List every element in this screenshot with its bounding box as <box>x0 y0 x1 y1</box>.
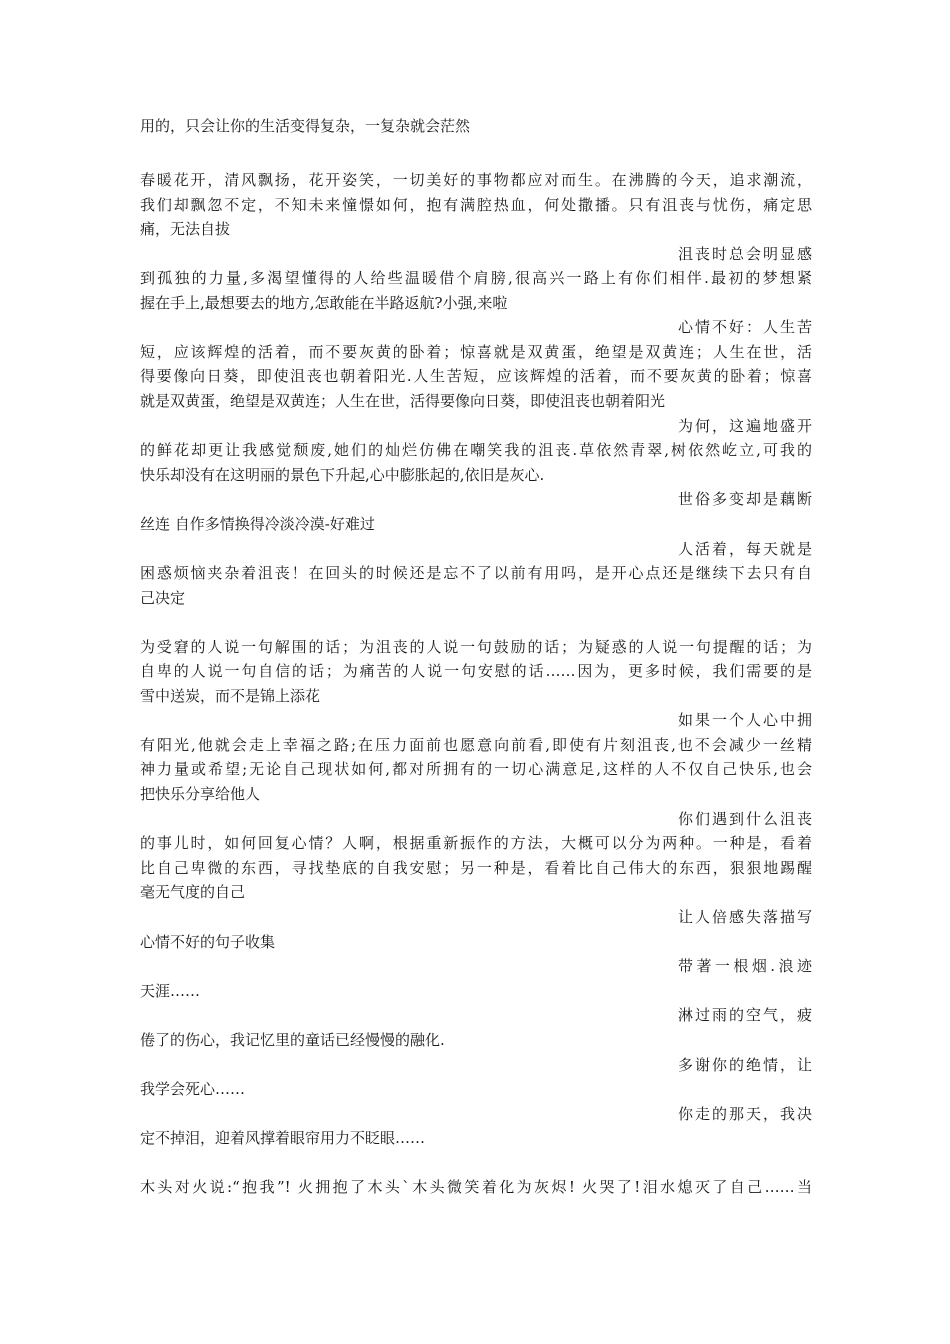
text-line: 倦了的伤心，我记忆里的童话已经慢慢的融化. <box>140 1031 445 1049</box>
text-line: 丝连 自作多情换得冷淡冷漠-好难过 <box>140 515 375 533</box>
text-line-right: 世俗多变却是藕断 <box>678 490 812 508</box>
text-line: 天涯…… <box>140 982 201 1000</box>
text-line-right: 你走的那天，我决 <box>678 1105 812 1123</box>
text-line: 神力量或希望;无论自己现状如何,都对所拥有的一切心满意足,这样的人不仅自己快乐,也会 <box>140 760 812 778</box>
text-line-right: 多谢你的绝情，让 <box>678 1056 812 1074</box>
text-line: 春暖花开，清风飘扬，花开姿笑，一切美好的事物都应对而生。在沸腾的今天，追求潮流， <box>140 171 812 189</box>
text-line: 短，应该辉煌的活着，而不要灰黄的卧着；惊喜就是双黄蛋，绝望是双黄连；人生在世，活 <box>140 343 812 361</box>
text-line: 的鲜花却更让我感觉颓废,她们的灿烂仿佛在嘲笑我的沮丧.草依然青翠,树依然屹立,可我的 <box>140 441 812 459</box>
text-line: 痛，无法自拔 <box>140 220 231 238</box>
text-line: 己决定 <box>140 589 186 607</box>
text-line: 困惑烦恼夹杂着沮丧！在回头的时候还是忘不了以前有用吗，是开心点还是继续下去只有自 <box>140 564 812 582</box>
text-line: 比自己卑微的东西，寻找垫底的自我安慰；另一种是，看着比自己伟大的东西，狠狠地踢醒 <box>140 859 812 877</box>
text-line-right: 人活着，每天就是 <box>678 540 812 558</box>
text-line: 定不掉泪，迎着风撑着眼帘用力不眨眼…… <box>140 1129 426 1147</box>
text-line: 心情不好的句子收集 <box>140 933 276 951</box>
text-line: 有阳光,他就会走上幸福之路;在压力面前也愿意向前看,即使有片刻沮丧,也不会减少一丝精 <box>140 736 812 754</box>
text-line: 为受窘的人说一句解围的话；为沮丧的人说一句鼓励的话；为疑惑的人说一句提醒的话；为 <box>140 638 812 656</box>
text-line: 就是双黄蛋，绝望是双黄连；人生在世，活得要像向日葵，即使沮丧也朝着阳光 <box>140 392 666 410</box>
text-line-right: 淋过雨的空气，疲 <box>678 1006 812 1024</box>
text-line-right: 你们遇到什么沮丧 <box>678 810 812 828</box>
text-line: 木头对火说:“抱我”! 火拥抱了木头`木头微笑着化为灰烬! 火哭了!泪水熄灭了自己……当 <box>140 1178 812 1196</box>
text-line: 毫无气度的自己 <box>140 883 246 901</box>
text-line-right: 为何，这遍地盛开 <box>678 417 812 435</box>
text-line: 我学会死心…… <box>140 1080 246 1098</box>
text-line: 的事儿时，如何回复心情？人啊，根据重新振作的方法，大概可以分为两种。一种是，看着 <box>140 834 812 852</box>
text-line: 握在手上,最想要去的地方,怎敢能在半路返航?小强,来啦 <box>140 294 508 312</box>
text-line: 快乐却没有在这明丽的景色下升起,心中膨胀起的,依旧是灰心. <box>140 466 545 484</box>
text-line-right: 心情不好：人生苦 <box>678 318 812 336</box>
text-line-right: 让人倍感失落描写 <box>678 908 812 926</box>
text-line: 自卑的人说一句自信的话；为痛苦的人说一句安慰的话……因为，更多时候，我们需要的是 <box>140 662 812 680</box>
text-line: 到孤独的力量,多渴望懂得的人给些温暖借个肩膀,很高兴一路上有你们相伴.最初的梦想紧 <box>140 269 812 287</box>
text-line: 雪中送炭，而不是锦上添花 <box>140 687 321 705</box>
text-line: 得要像向日葵，即使沮丧也朝着阳光.人生苦短，应该辉煌的活着，而不要灰黄的卧着；惊喜 <box>140 367 812 385</box>
text-line-right: 沮丧时总会明显感 <box>678 245 812 263</box>
text-line: 用的，只会让你的生活变得复杂，一复杂就会茫然 <box>140 117 471 135</box>
text-line-right: 带著一根烟.浪迹 <box>678 957 812 975</box>
text-line: 我们却飘忽不定，不知未来憧憬如何，抱有满腔热血，何处撒播。只有沮丧与忧伤，痛定思 <box>140 196 812 214</box>
text-line: 把快乐分享给他人 <box>140 785 261 803</box>
text-line-right: 如果一个人心中拥 <box>678 711 812 729</box>
